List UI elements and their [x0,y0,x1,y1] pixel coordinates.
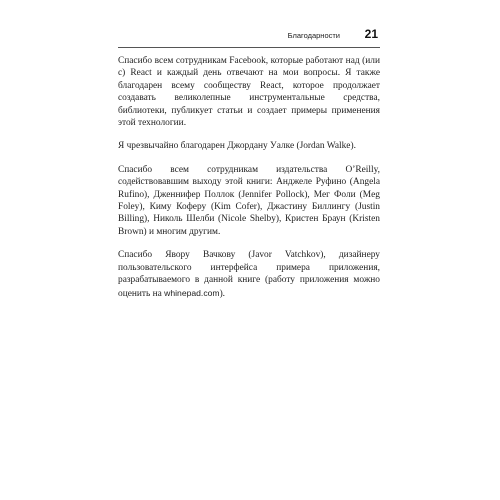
paragraph-javor-end: ). [219,288,226,299]
running-header [118,27,380,48]
paragraph-javor-vatchkov [118,249,380,300]
running-title: Благодарности [287,31,340,40]
paragraph-javor-text: Спасибо Явору Вачкову (Javor Vatchkov), дизайнеру пользовательского интерфейса примера приложения, разрабатываемого в данной книге (работу приложения можно оценить на [118,250,380,299]
paragraph-oreilly-thanks: Спасибо всем сотрудникам издательства O’Reilly, содействовавшим выходу этой книги: Анджеле Руфино (Angela Rufino), Дженнифер Поллок (Jennifer Pollock), Мег Фоли (Meg Foley), Киму Коферу (Kim Cofer), Джастину Биллингу (Justin Billing), Николь Шелби (Nicole Shelby), Кристен Браун (Kristen Brown) и многим другим. [118,164,380,237]
whinepad-link: whinepad.com [164,287,220,298]
page-number: 21 [364,27,378,41]
paragraph-jordan-walke: Я чрезвычайно благодарен Джордану Уалке (Jordan Walke). [118,141,356,152]
paragraph-facebook-thanks: Спасибо всем сотрудникам Facebook, которые работают над (или с) React и каждый день отвечают на мои вопросы. Я также благодарен всему сообществу React, которое продолжает создавать великолепные инструментальные средства, библиотеки, публикует статьи и создает примеры применения этой технологии. [118,56,380,129]
page-body [118,55,380,311]
